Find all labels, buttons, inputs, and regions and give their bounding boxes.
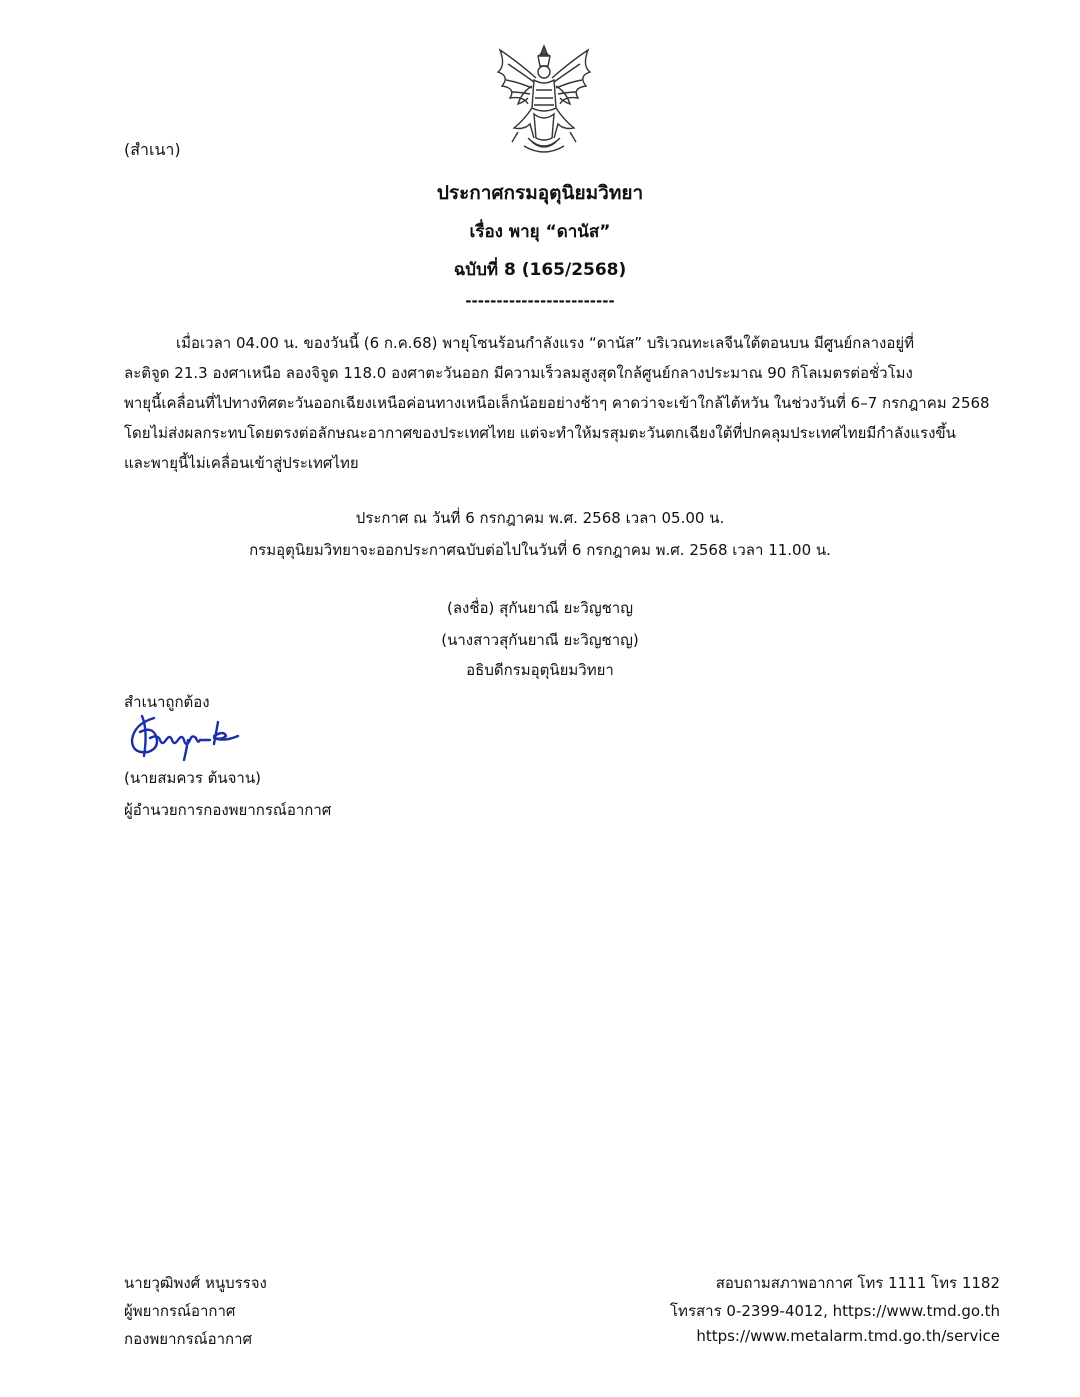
body-line: ละติจูด 21.3 องศาเหนือ ลองจิจูด 118.0 องศาตะวันออก มีความเร็วลมสูงสุดใกล้ศูนย์กลางประมาณ 90 กิโลเมตรต่อชั่วโมง [124, 364, 913, 382]
contact-fax-website: โทรสาร 0-2399-4012, https://www.tmd.go.th [670, 1302, 1000, 1320]
copy-label: (สำเนา) [124, 140, 181, 159]
garuda-emblem-icon [488, 42, 600, 156]
certifier-name: (นายสมควร ต้นจาน) [124, 769, 261, 787]
signatory-name: (นางสาวสุกันยาณี ยะวิญชาญ) [441, 631, 639, 649]
handwritten-signature [126, 710, 244, 762]
announcement-title: ประกาศกรมอุตุนิยมวิทยา [436, 182, 644, 204]
body-line: โดยไม่ส่งผลกระทบโดยตรงต่อลักษณะอากาศของประเทศไทย แต่จะทำให้มรสุมตะวันตกเฉียงใต้ที่ปกคลุมประเทศไทยมีกำลังแรงขึ้น [124, 424, 956, 442]
title-separator: ------------------------ [465, 292, 615, 310]
signatory-signed: (ลงชื่อ) สุกันยาณี ยะวิญชาญ [447, 599, 633, 617]
body-line: เมื่อเวลา 04.00 น. ของวันนี้ (6 ก.ค.68) พายุโซนร้อนกำลังแรง “ดานัส” บริเวณทะเลจีนใต้ตอนบน มีศูนย์กลางอยู่ที่ [176, 334, 915, 352]
announce-date: ประกาศ ณ วันที่ 6 กรกฎาคม พ.ศ. 2568 เวลา 05.00 น. [355, 509, 725, 527]
announcement-issue: ฉบับที่ 8 (165/2568) [453, 260, 627, 280]
certifier-position: ผู้อำนวยการกองพยากรณ์อากาศ [124, 801, 332, 819]
forecaster-name: นายวุฒิพงศ์ หนูบรรจง [124, 1274, 267, 1292]
forecaster-role: ผู้พยากรณ์อากาศ [124, 1302, 236, 1320]
forecaster-division: กองพยากรณ์อากาศ [124, 1330, 253, 1348]
signatory-position: อธิบดีกรมอุตุนิยมวิทยา [466, 661, 614, 679]
contact-service-link[interactable]: https://www.metalarm.tmd.go.th/service [696, 1327, 1000, 1345]
announcement-body [124, 328, 990, 478]
contact-phone: สอบถามสภาพอากาศ โทร 1111 โทร 1182 [715, 1274, 1000, 1292]
body-line: และพายุนี้ไม่เคลื่อนเข้าสู่ประเทศไทย [124, 454, 359, 472]
announcement-subject: เรื่อง พายุ “ดานัส” [469, 222, 611, 242]
body-line: พายุนี้เคลื่อนที่ไปทางทิศตะวันออกเฉียงเหนือค่อนทางเหนือเล็กน้อยอย่างช้าๆ คาดว่าจะเข้าใกล้ไต้หวัน ในช่วงวันที่ 6–7 กรกฎาคม 2568 [124, 394, 990, 412]
certified-copy-label: สำเนาถูกต้อง [124, 693, 210, 711]
next-announcement: กรมอุตุนิยมวิทยาจะออกประกาศฉบับต่อไปในวันที่ 6 กรกฎาคม พ.ศ. 2568 เวลา 11.00 น. [249, 541, 831, 559]
